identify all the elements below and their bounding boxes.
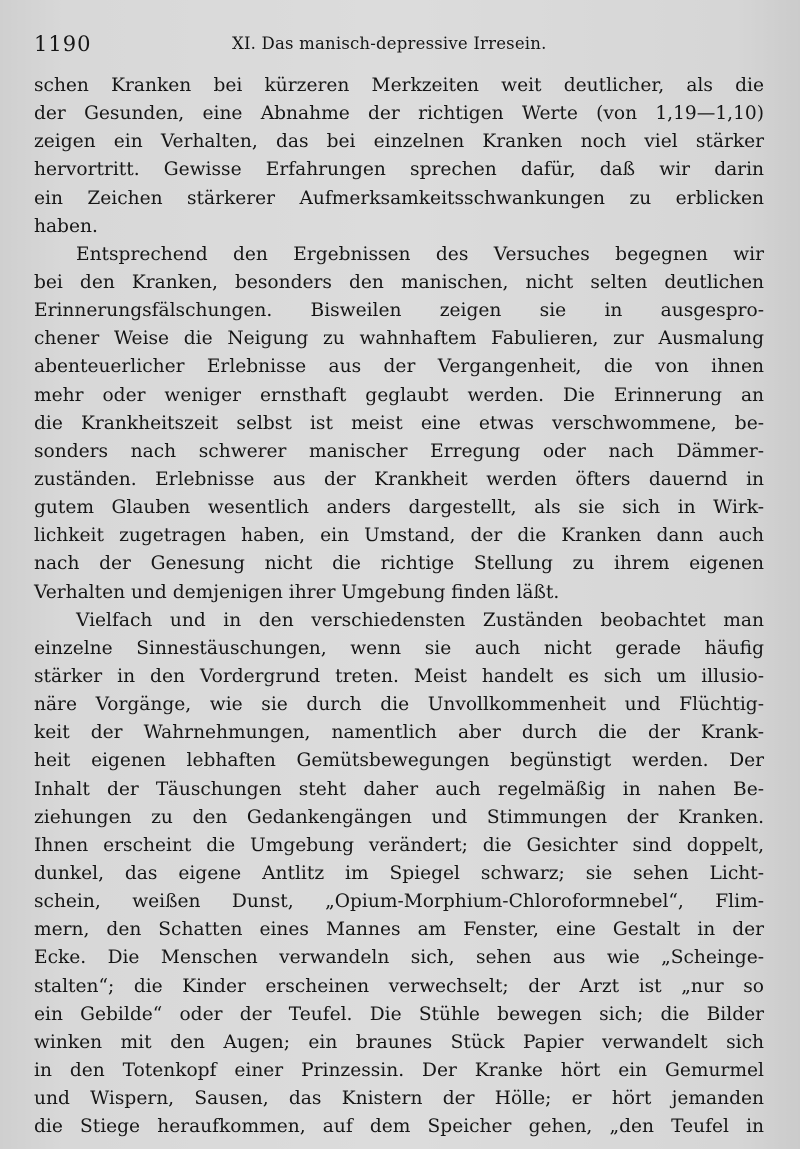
text-line: die Krankheitszeit selbst ist meist eine etwas verschwommene, be-	[34, 412, 764, 434]
text-line: der Gesunden, eine Abnahme der richtigen Werte (von 1,19—1,10)	[34, 103, 764, 125]
text-line: chener Weise die Neigung zu wahnhaftem Fabulieren, zur Ausmalung	[34, 328, 764, 350]
text-line: ein Zeichen stärkerer Aufmerksamkeitsschwankungen zu erblicken	[34, 187, 764, 209]
text-line: die Stiege heraufkommen, auf dem Speicher gehen, „den Teufel in	[34, 1116, 764, 1138]
text-line: lichkeit zugetragen haben, ein Umstand, der die Kranken dann auch	[34, 525, 764, 547]
text-line: Ihnen erscheint die Umgebung verändert; die Gesichter sind doppelt,	[34, 834, 764, 856]
text-line: zuständen. Erlebnisse aus der Krankheit werden öfters dauernd in	[34, 468, 764, 490]
text-line: Inhalt der Täuschungen steht daher auch regelmäßig in nahen Be-	[34, 778, 764, 800]
text-line: schein, weißen Dunst, „Opium-Morphium-Chloroformnebel“, Flim-	[34, 891, 764, 913]
text-line: abenteuerlicher Erlebnisse aus der Vergangenheit, die von ihnen	[34, 356, 764, 378]
text-line: keit der Wahrnehmungen, namentlich aber durch die der Krank-	[34, 722, 764, 744]
body-text	[34, 72, 764, 1141]
text-line: winken mit den Augen; ein braunes Stück Papier verwandelt sich	[34, 1031, 764, 1053]
text-line: Ecke. Die Menschen verwandeln sich, sehen aus wie „Scheinge-	[34, 947, 764, 969]
text-line: gutem Glauben wesentlich anders dargestellt, als sie sich in Wirk-	[34, 497, 764, 519]
text-line: haben.	[34, 215, 98, 237]
text-line: sonders nach schwerer manischer Erregung oder nach Dämmer-	[34, 440, 764, 462]
text-line: ziehungen zu den Gedankengängen und Stimmungen der Kranken.	[34, 806, 764, 828]
text-line: Entsprechend den Ergebnissen des Versuches begegnen wir	[76, 243, 764, 265]
text-line: ein Gebilde“ oder der Teufel. Die Stühle bewegen sich; die Bilder	[34, 1003, 764, 1025]
text-line: zeigen ein Verhalten, das bei einzelnen Kranken noch viel stärker	[34, 131, 764, 153]
text-line: Erinnerungsfälschungen. Bisweilen zeigen sie in ausgespro-	[34, 300, 764, 322]
text-line: mern, den Schatten eines Mannes am Fenster, eine Gestalt in der	[34, 919, 764, 941]
page-header	[34, 32, 764, 60]
text-line: stärker in den Vordergrund treten. Meist handelt es sich um illusio-	[34, 665, 764, 687]
text-line: schen Kranken bei kürzeren Merkzeiten weit deutlicher, als die	[34, 75, 764, 96]
page-number: 1190	[34, 32, 92, 56]
text-line: und Wispern, Sausen, das Knistern der Hölle; er hört jemanden	[34, 1088, 764, 1110]
text-line: Verhalten und demjenigen ihrer Umgebung finden läßt.	[34, 581, 560, 603]
text-line: nach der Genesung nicht die richtige Stellung zu ihrem eigenen	[34, 553, 764, 575]
text-line: in den Totenkopf einer Prinzessin. Der Kranke hört ein Gemurmel	[34, 1059, 764, 1081]
text-line: stalten“; die Kinder erscheinen verwechselt; der Arzt ist „nur so	[34, 975, 764, 997]
text-line: dunkel, das eigene Antlitz im Spiegel schwarz; sie sehen Licht-	[34, 862, 764, 884]
text-line: heit eigenen lebhaften Gemütsbewegungen begünstigt werden. Der	[34, 750, 764, 772]
text-line: näre Vorgänge, wie sie durch die Unvollkommenheit und Flüchtig-	[34, 694, 764, 716]
text-line: Vielfach und in den verschiedensten Zuständen beobachtet man	[76, 609, 764, 631]
running-head: XI. Das manisch-depressive Irresein.	[232, 34, 547, 53]
text-line: einzelne Sinnestäuschungen, wenn sie auch nicht gerade häufig	[34, 637, 764, 659]
text-line: bei den Kranken, besonders den manischen, nicht selten deutlichen	[34, 271, 764, 293]
text-line: hervortritt. Gewisse Erfahrungen sprechen dafür, daß wir darin	[34, 159, 764, 181]
text-line: mehr oder weniger ernsthaft geglaubt werden. Die Erinnerung an	[34, 384, 764, 406]
